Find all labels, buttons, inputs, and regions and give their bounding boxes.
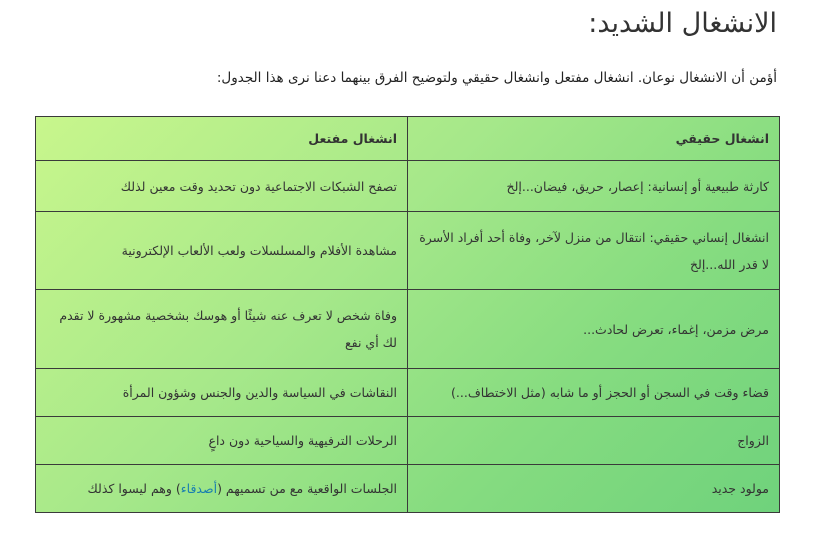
table-cell: انشغال إنساني حقيقي: انتقال من منزل لآخر، وفاة أحد أفراد الأسرة لا قدر الله...إلخ xyxy=(408,212,780,290)
table-cell: مشاهدة الأفلام والمسلسلات ولعب الألعاب الإلكترونية xyxy=(36,212,408,290)
table-row xyxy=(36,161,780,212)
table-cell: تصفح الشبكات الاجتماعية دون تحديد وقت معين لذلك xyxy=(36,161,408,212)
table-row xyxy=(36,369,780,417)
table-row xyxy=(36,465,780,513)
table-row xyxy=(36,212,780,290)
header-fake-busyness: انشغال مفتعل xyxy=(36,117,408,161)
table-cell: كارثة طبيعية أو إنسانية: إعصار، حريق، فيضان...إلخ xyxy=(408,161,780,212)
intro-paragraph: أؤمن أن الانشغال نوعان. انشغال مفتعل وانشغال حقيقي ولتوضيح الفرق بينهما دعنا نرى هذا الجدول: xyxy=(216,70,777,86)
table-cell: النقاشات في السياسة والدين والجنس وشؤون المرأة xyxy=(36,369,408,417)
table-cell: مولود جديد xyxy=(408,465,780,513)
table-cell: وفاة شخص لا تعرف عنه شيئًا أو هوسك بشخصية مشهورة لا تقدم لك أي نفع xyxy=(36,290,408,369)
table-cell: الزواج xyxy=(408,417,780,465)
table-row xyxy=(36,417,780,465)
table-cell xyxy=(36,465,408,513)
table-row xyxy=(36,290,780,369)
table-cell: مرض مزمن، إغماء، تعرض لحادث... xyxy=(408,290,780,369)
table-header-row xyxy=(36,117,780,161)
comparison-table xyxy=(35,116,780,513)
section-title: الانشغال الشديد: xyxy=(588,8,777,39)
cell-text-suffix: ) وهم ليسوا كذلك xyxy=(87,481,181,496)
cell-text: الجلسات الواقعية مع من تسميهم ( xyxy=(217,481,397,496)
friends-link[interactable]: أصدقاء xyxy=(180,481,218,496)
table-cell: الرحلات الترفيهية والسياحية دون داعٍ xyxy=(36,417,408,465)
table-cell: قضاء وقت في السجن أو الحجز أو ما شابه (مثل الاختطاف...) xyxy=(408,369,780,417)
header-real-busyness: انشغال حقيقي xyxy=(408,117,780,161)
